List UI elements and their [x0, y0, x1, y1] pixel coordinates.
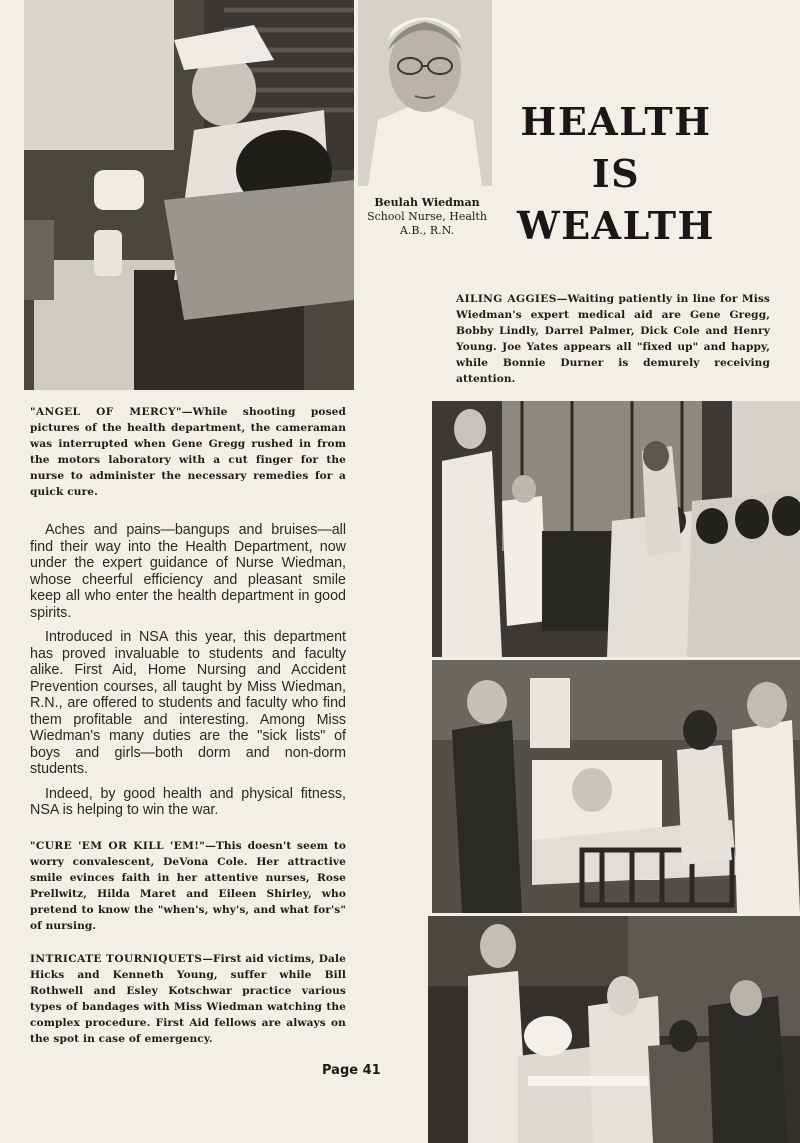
- portrait-degrees: A.B., R.N.: [399, 224, 455, 237]
- headline-line-1: HEALTH IS: [520, 99, 712, 196]
- photo-cure-em: [432, 660, 800, 913]
- portrait-name: Beulah Wiedman: [374, 196, 480, 209]
- article-body: [30, 522, 346, 827]
- caption-text: —Waiting patiently in line for Miss Wiedman's expert medical aid are Gene Gregg, Bobby Lindly, Darrel Palmer, Dick Cole and Henry Young. Joe Yates appears all "fixed up" and happy, while Bonnie Durner is demurely receiving attention.: [456, 293, 770, 385]
- caption-text: —This doesn't seem to worry convalescent, DeVona Cole. Her attractive smile evinces faith in her attentive nurses, Rose Prellwitz, Hilda Maret and Eileen Shirley, who pretend to know the "when's, why's, and what for's" of nursing.: [30, 840, 347, 932]
- photo-angel-of-mercy: [24, 0, 354, 390]
- caption-angel-of-mercy: [30, 404, 346, 500]
- caption-ailing-aggies: [456, 291, 770, 387]
- caption-lead: "ANGEL OF MERCY": [30, 406, 182, 418]
- photo-intricate-tourniquets: [428, 916, 800, 1143]
- photo-ailing-aggies: [432, 401, 800, 657]
- body-paragraph-2: Introduced in NSA this year, this department has proved invaluable to students and faculty alike. First Aid, Home Nursing and Accident Prevention courses, all taught by Miss Wiedman, R.N., are offered to students and faculty who find them profitable and interesting. Among Miss Wiedman's many duties are the "sick lists" of boys and girls—both dorm and non-dorm students.: [30, 629, 346, 777]
- headline-line-2: WEALTH: [517, 203, 715, 248]
- caption-text: —First aid victims, Dale Hicks and Kenneth Young, suffer while Bill Rothwell and Esley Kotschwar practice various types of bandages with Miss Wiedman watching the complex procedure. First Aid fellows are always on the spot in case of emergency.: [30, 953, 346, 1045]
- page-number: Page 41: [322, 1063, 381, 1078]
- portrait-photo: [358, 0, 492, 186]
- caption-cure-em: [30, 838, 346, 934]
- caption-lead: AILING AGGIES: [456, 293, 557, 305]
- caption-intricate-tourniquets: [30, 951, 346, 1047]
- body-paragraph-3: Indeed, by good health and physical fitness, NSA is helping to win the war.: [30, 785, 346, 818]
- portrait-caption: [352, 196, 502, 238]
- caption-lead: "CURE 'EM OR KILL 'EM!": [30, 840, 206, 852]
- body-paragraph-1: Aches and pains—bangups and bruises—all find their way into the Health Department, now under the expert guidance of Nurse Wiedman, whose cheerful efficiency and pleasant smile keep all who enter the health department in good spirits.: [30, 522, 346, 621]
- caption-lead: INTRICATE TOURNIQUETS: [30, 953, 203, 965]
- page-headline: [492, 96, 740, 252]
- caption-text: —While shooting posed pictures of the health department, the cameraman was interrupted when Gene Gregg rushed in from the motors laboratory with a cut finger for the nurse to administer the necessary remedies for a quick cure.: [30, 406, 347, 498]
- portrait-title: School Nurse, Health: [367, 210, 487, 223]
